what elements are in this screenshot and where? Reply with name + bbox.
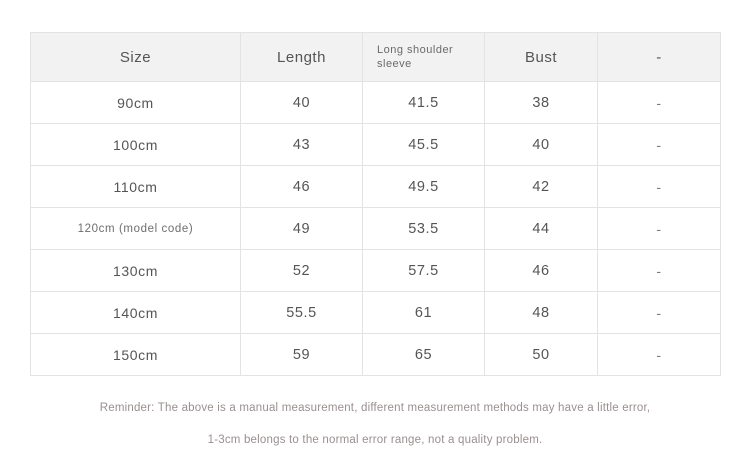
- cell-length: 59: [241, 334, 363, 376]
- note-line-1: Reminder: The above is a manual measurement, different measurement methods may have a little error,: [99, 402, 651, 414]
- cell-bust: 40: [485, 124, 598, 166]
- table-row: [31, 166, 721, 208]
- table-row: [31, 334, 721, 376]
- table-row: [31, 82, 721, 124]
- table-row: [31, 208, 721, 250]
- cell-size: 150cm: [31, 334, 241, 376]
- cell-extra: -: [598, 334, 721, 376]
- header-long-shoulder-sleeve: Long shoulder sleeve: [363, 33, 485, 82]
- cell-length: 40: [241, 82, 363, 124]
- cell-size: 120cm (model code): [31, 208, 241, 250]
- cell-sleeve: 49.5: [363, 166, 485, 208]
- cell-extra: -: [598, 292, 721, 334]
- header-extra: -: [598, 33, 721, 82]
- cell-sleeve: 61: [363, 292, 485, 334]
- cell-sleeve: 41.5: [363, 82, 485, 124]
- cell-bust: 48: [485, 292, 598, 334]
- size-table: [30, 32, 721, 376]
- cell-size: 110cm: [31, 166, 241, 208]
- cell-size: 140cm: [31, 292, 241, 334]
- table-header-row: [31, 33, 721, 82]
- cell-sleeve: 53.5: [363, 208, 485, 250]
- cell-bust: 38: [485, 82, 598, 124]
- measurement-notes: [30, 402, 720, 446]
- cell-bust: 42: [485, 166, 598, 208]
- cell-bust: 44: [485, 208, 598, 250]
- cell-bust: 50: [485, 334, 598, 376]
- header-size: Size: [31, 33, 241, 82]
- table-row: [31, 124, 721, 166]
- note-line-2: 1-3cm belongs to the normal error range, not a quality problem.: [207, 434, 543, 446]
- header-length: Length: [241, 33, 363, 82]
- cell-sleeve: 57.5: [363, 250, 485, 292]
- table-row: [31, 250, 721, 292]
- cell-extra: -: [598, 82, 721, 124]
- cell-extra: -: [598, 166, 721, 208]
- cell-extra: -: [598, 250, 721, 292]
- cell-size: 100cm: [31, 124, 241, 166]
- cell-size: 90cm: [31, 82, 241, 124]
- table-body: [31, 82, 721, 376]
- cell-length: 55.5: [241, 292, 363, 334]
- cell-length: 43: [241, 124, 363, 166]
- header-bust: Bust: [485, 33, 598, 82]
- cell-bust: 46: [485, 250, 598, 292]
- cell-size: 130cm: [31, 250, 241, 292]
- table-header: [31, 33, 721, 82]
- cell-sleeve: 45.5: [363, 124, 485, 166]
- cell-extra: -: [598, 124, 721, 166]
- table-row: [31, 292, 721, 334]
- cell-extra: -: [598, 208, 721, 250]
- cell-length: 49: [241, 208, 363, 250]
- cell-length: 52: [241, 250, 363, 292]
- cell-sleeve: 65: [363, 334, 485, 376]
- cell-length: 46: [241, 166, 363, 208]
